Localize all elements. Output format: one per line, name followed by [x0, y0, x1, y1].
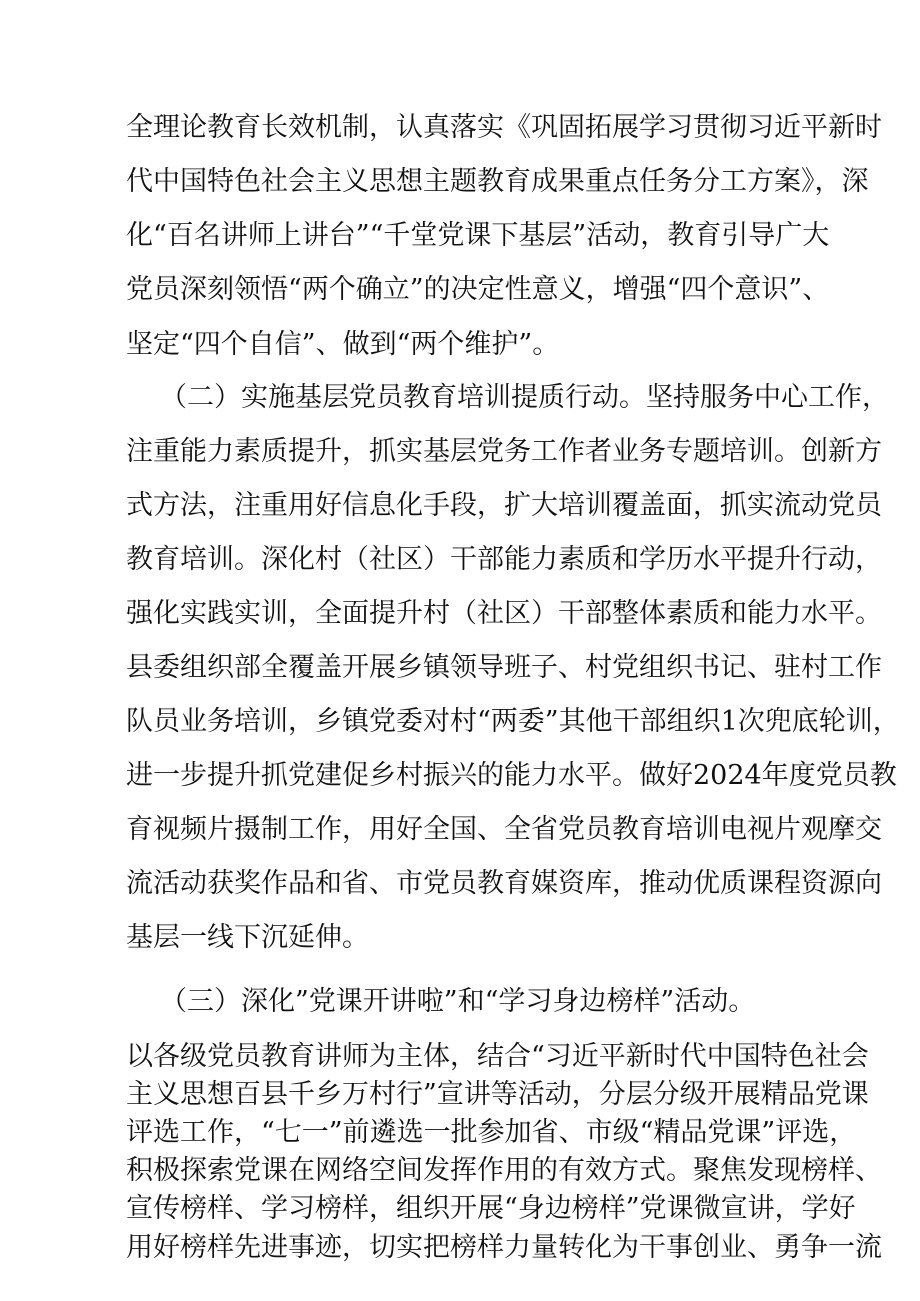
- text-line: 全理论教育长效机制，认真落实《巩固拓展学习贯彻习近平新时: [126, 112, 882, 143]
- text-line: 积极探索党课在网络空间发挥作用的有效方式。聚焦发现榜样、: [126, 1155, 882, 1186]
- text-line: 化“百名讲师上讲台”“千堂党课下基层”活动，教育引导广大: [126, 220, 830, 251]
- text-line: 教育培训。深化村（社区）干部能力素质和学历水平提升行动，: [126, 544, 882, 575]
- text-line: 以各级党员教育讲师为主体，结合“习近平新时代中国特色社会: [126, 1041, 869, 1072]
- text-line: 坚定“四个自信”、做到“两个维护”。: [126, 329, 560, 360]
- text-line: 宣传榜样、学习榜样，组织开展“身边榜样”党课微宣讲，学好: [126, 1193, 856, 1224]
- text-line: 主义思想百县千乡万村行”宣讲等活动，分层分级开展精品党课: [126, 1079, 869, 1110]
- text-line: （二）实施基层党员教育培训提质行动。坚持服务中心工作，: [160, 382, 889, 413]
- text-line: 进一步提升抓党建促乡村振兴的能力水平。做好2024年度党员教: [126, 760, 897, 791]
- text-line: 流活动获奖作品和省、市党员教育媒资库，推动优质课程资源向: [126, 868, 882, 899]
- text-line: 强化实践实训，全面提升村（社区）干部整体素质和能力水平。: [126, 598, 882, 629]
- text-line: 式方法，注重用好信息化手段，扩大培训覆盖面，抓实流动党员: [126, 490, 882, 521]
- text-line: 代中国特色社会主义思想主题教育成果重点任务分工方案》，深: [126, 166, 869, 197]
- text-line: 队员业务培训，乡镇党委对村“两委”其他干部组织1次兜底轮训，: [126, 706, 900, 737]
- text-line: 育视频片摄制工作，用好全国、全省党员教育培训电视片观摩交: [126, 814, 882, 845]
- text-line: 用好榜样先进事迹，切实把榜样力量转化为干事创业、勇争一流: [126, 1232, 882, 1263]
- text-line: （三）深化”党课开讲啦”和“学习身边榜样”活动。: [160, 986, 756, 1017]
- text-line: 注重能力素质提升，抓实基层党务工作者业务专题培训。创新方: [126, 436, 882, 467]
- text-line: 党员深刻领悟“两个确立”的决定性意义，增强“四个意识”、: [126, 274, 830, 305]
- text-line: 评选工作，“七一”前遴选一批参加省、市级“精品党课”评选，: [126, 1117, 857, 1148]
- text-line: 县委组织部全覆盖开展乡镇领导班子、村党组织书记、驻村工作: [126, 652, 882, 683]
- text-line: 基层一线下沉延伸。: [126, 922, 369, 953]
